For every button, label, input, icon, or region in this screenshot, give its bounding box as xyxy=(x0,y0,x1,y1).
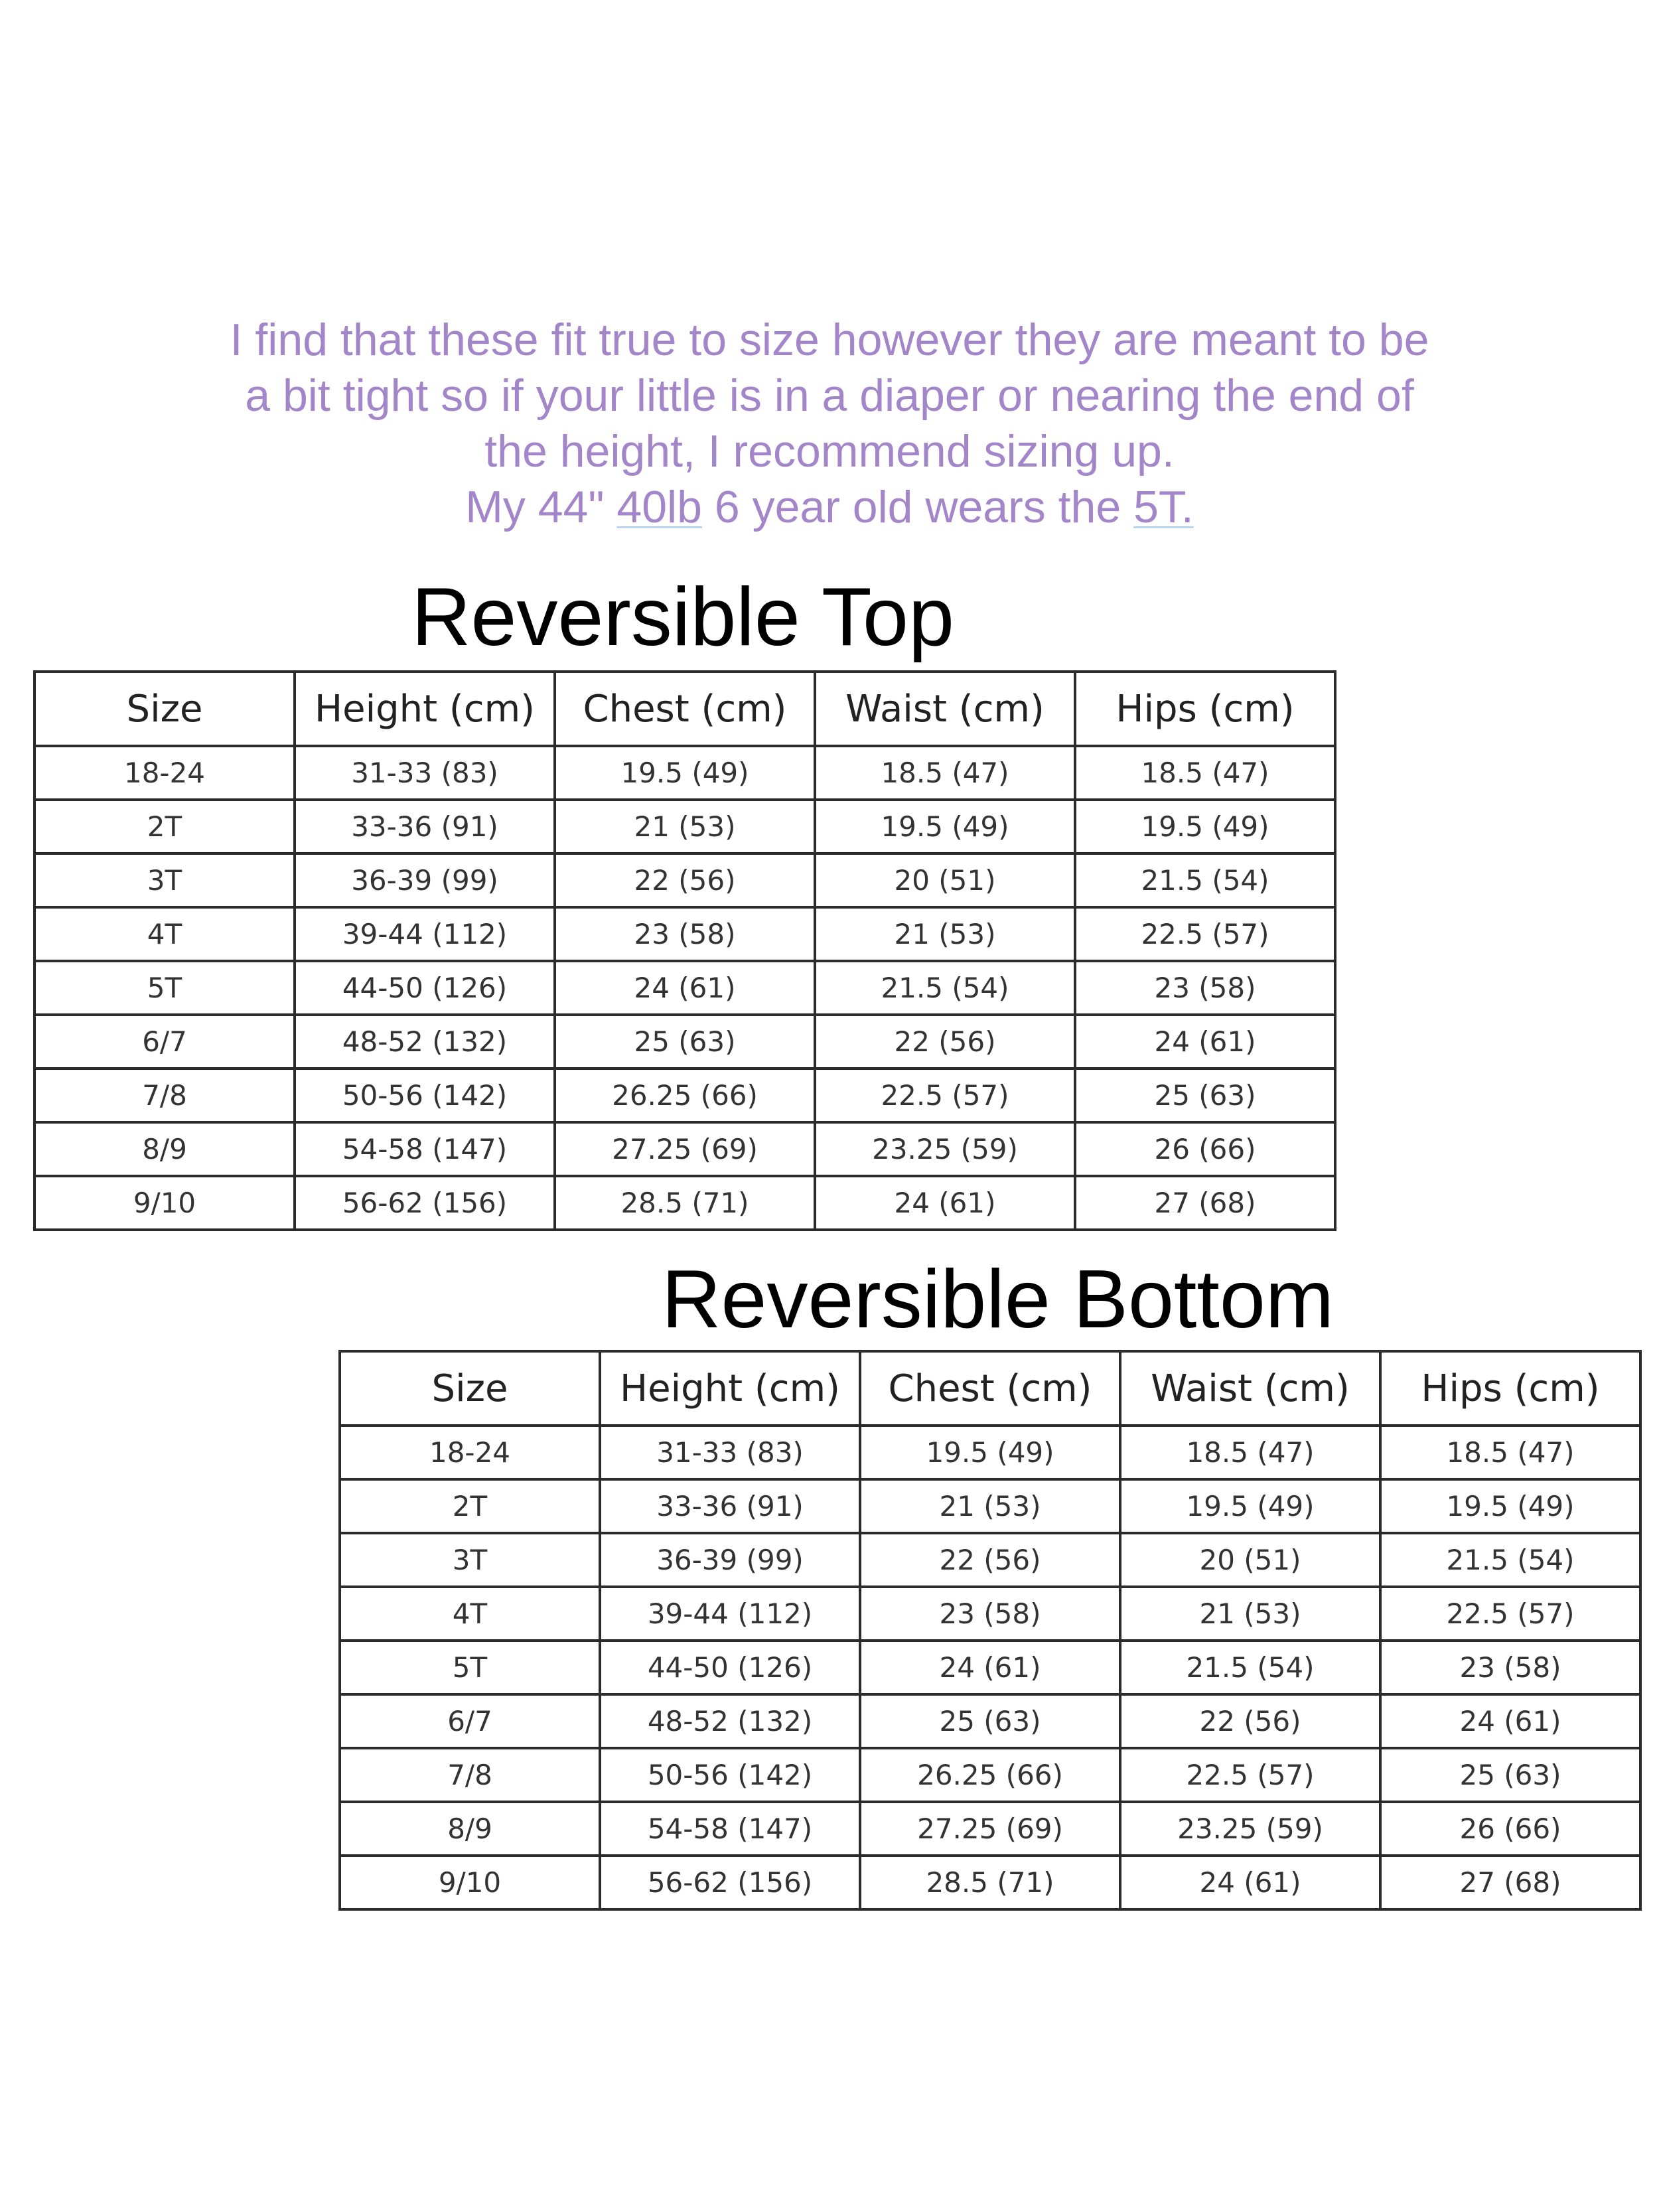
table-row xyxy=(35,746,1335,800)
table-header-row xyxy=(35,672,1335,746)
table-row xyxy=(35,800,1335,853)
column-header-size: Size xyxy=(340,1351,600,1426)
table-body xyxy=(35,746,1335,1230)
cell-height: 44-50 (126) xyxy=(295,961,555,1015)
cell-hips: 27 (68) xyxy=(1380,1856,1640,1909)
cell-hips: 18.5 (47) xyxy=(1075,746,1335,800)
column-header-chest: Chest (cm) xyxy=(860,1351,1120,1426)
table-row xyxy=(340,1426,1640,1479)
cell-waist: 24 (61) xyxy=(815,1176,1075,1230)
cell-waist: 20 (51) xyxy=(815,853,1075,907)
cell-waist: 22.5 (57) xyxy=(1120,1748,1380,1802)
cell-size: 8/9 xyxy=(35,1122,295,1176)
cell-height: 56-62 (156) xyxy=(600,1856,860,1909)
cell-hips: 18.5 (47) xyxy=(1380,1426,1640,1479)
cell-waist: 19.5 (49) xyxy=(1120,1479,1380,1533)
table-row xyxy=(35,1069,1335,1122)
reversible-top-title: Reversible Top xyxy=(411,571,954,663)
table-row xyxy=(35,853,1335,907)
sizing-note-line-4-prefix: My 44" xyxy=(465,482,617,532)
table-row xyxy=(35,1176,1335,1230)
cell-waist: 22 (56) xyxy=(815,1015,1075,1069)
cell-size: 2T xyxy=(340,1479,600,1533)
cell-waist: 21.5 (54) xyxy=(1120,1641,1380,1694)
cell-waist: 24 (61) xyxy=(1120,1856,1380,1909)
cell-size: 7/8 xyxy=(35,1069,295,1122)
cell-hips: 26 (66) xyxy=(1075,1122,1335,1176)
cell-hips: 21.5 (54) xyxy=(1380,1533,1640,1587)
cell-hips: 23 (58) xyxy=(1380,1641,1640,1694)
cell-size: 9/10 xyxy=(35,1176,295,1230)
cell-waist: 20 (51) xyxy=(1120,1533,1380,1587)
cell-chest: 24 (61) xyxy=(860,1641,1120,1694)
cell-size: 8/9 xyxy=(340,1802,600,1856)
cell-chest: 19.5 (49) xyxy=(860,1426,1120,1479)
cell-hips: 19.5 (49) xyxy=(1075,800,1335,853)
cell-chest: 25 (63) xyxy=(555,1015,815,1069)
cell-height: 33-36 (91) xyxy=(295,800,555,853)
cell-waist: 21.5 (54) xyxy=(815,961,1075,1015)
cell-chest: 23 (58) xyxy=(860,1587,1120,1641)
sizing-note-line-4 xyxy=(100,479,1559,535)
weight-link[interactable]: 40lb xyxy=(616,482,702,532)
cell-size: 7/8 xyxy=(340,1748,600,1802)
cell-chest: 23 (58) xyxy=(555,907,815,961)
cell-size: 3T xyxy=(35,853,295,907)
cell-height: 39-44 (112) xyxy=(295,907,555,961)
cell-waist: 18.5 (47) xyxy=(1120,1426,1380,1479)
cell-size: 6/7 xyxy=(340,1694,600,1748)
reversible-top-size-table xyxy=(33,670,1336,1231)
cell-waist: 22.5 (57) xyxy=(815,1069,1075,1122)
cell-size: 18-24 xyxy=(340,1426,600,1479)
table-row xyxy=(340,1479,1640,1533)
column-header-size: Size xyxy=(35,672,295,746)
column-header-hips: Hips (cm) xyxy=(1075,672,1335,746)
table-row xyxy=(340,1533,1640,1587)
cell-height: 48-52 (132) xyxy=(600,1694,860,1748)
table-row xyxy=(340,1748,1640,1802)
cell-size: 18-24 xyxy=(35,746,295,800)
sizing-note-line-4-middle: 6 year old wears the xyxy=(701,482,1134,532)
cell-height: 36-39 (99) xyxy=(295,853,555,907)
cell-height: 36-39 (99) xyxy=(600,1533,860,1587)
cell-chest: 22 (56) xyxy=(860,1533,1120,1587)
table-row xyxy=(35,1015,1335,1069)
cell-size: 6/7 xyxy=(35,1015,295,1069)
cell-hips: 25 (63) xyxy=(1075,1069,1335,1122)
cell-chest: 27.25 (69) xyxy=(555,1122,815,1176)
cell-height: 31-33 (83) xyxy=(295,746,555,800)
cell-height: 33-36 (91) xyxy=(600,1479,860,1533)
cell-size: 5T xyxy=(340,1641,600,1694)
cell-hips: 19.5 (49) xyxy=(1380,1479,1640,1533)
cell-hips: 24 (61) xyxy=(1075,1015,1335,1069)
cell-chest: 28.5 (71) xyxy=(555,1176,815,1230)
table-header-row xyxy=(340,1351,1640,1426)
table-row xyxy=(340,1802,1640,1856)
cell-size: 9/10 xyxy=(340,1856,600,1909)
cell-hips: 23 (58) xyxy=(1075,961,1335,1015)
cell-chest: 21 (53) xyxy=(555,800,815,853)
column-header-height: Height (cm) xyxy=(600,1351,860,1426)
cell-hips: 22.5 (57) xyxy=(1075,907,1335,961)
cell-chest: 26.25 (66) xyxy=(860,1748,1120,1802)
cell-chest: 27.25 (69) xyxy=(860,1802,1120,1856)
cell-waist: 21 (53) xyxy=(1120,1587,1380,1641)
cell-height: 50-56 (142) xyxy=(295,1069,555,1122)
cell-waist: 22 (56) xyxy=(1120,1694,1380,1748)
cell-hips: 26 (66) xyxy=(1380,1802,1640,1856)
table-row xyxy=(340,1694,1640,1748)
cell-height: 31-33 (83) xyxy=(600,1426,860,1479)
cell-hips: 27 (68) xyxy=(1075,1176,1335,1230)
cell-height: 54-58 (147) xyxy=(600,1802,860,1856)
reversible-bottom-size-table xyxy=(338,1350,1642,1911)
table-row xyxy=(340,1641,1640,1694)
table-row xyxy=(340,1587,1640,1641)
cell-chest: 22 (56) xyxy=(555,853,815,907)
sizing-note-line-3: the height, I recommend sizing up. xyxy=(484,426,1175,477)
cell-waist: 18.5 (47) xyxy=(815,746,1075,800)
cell-height: 48-52 (132) xyxy=(295,1015,555,1069)
cell-size: 4T xyxy=(35,907,295,961)
cell-hips: 21.5 (54) xyxy=(1075,853,1335,907)
table-row xyxy=(340,1856,1640,1909)
cell-height: 54-58 (147) xyxy=(295,1122,555,1176)
table-body xyxy=(340,1426,1640,1909)
cell-chest: 26.25 (66) xyxy=(555,1069,815,1122)
table-row xyxy=(35,907,1335,961)
size-5t-link[interactable]: 5T. xyxy=(1133,482,1194,532)
cell-chest: 24 (61) xyxy=(555,961,815,1015)
cell-height: 44-50 (126) xyxy=(600,1641,860,1694)
column-header-hips: Hips (cm) xyxy=(1380,1351,1640,1426)
cell-size: 4T xyxy=(340,1587,600,1641)
column-header-waist: Waist (cm) xyxy=(815,672,1075,746)
sizing-note-line-2: a bit tight so if your little is in a diaper or nearing the end of xyxy=(245,370,1414,421)
cell-size: 5T xyxy=(35,961,295,1015)
column-header-waist: Waist (cm) xyxy=(1120,1351,1380,1426)
table-row xyxy=(35,961,1335,1015)
column-header-chest: Chest (cm) xyxy=(555,672,815,746)
cell-size: 2T xyxy=(35,800,295,853)
cell-waist: 23.25 (59) xyxy=(815,1122,1075,1176)
cell-height: 50-56 (142) xyxy=(600,1748,860,1802)
cell-height: 39-44 (112) xyxy=(600,1587,860,1641)
reversible-bottom-title: Reversible Bottom xyxy=(662,1254,1334,1345)
cell-chest: 28.5 (71) xyxy=(860,1856,1120,1909)
cell-height: 56-62 (156) xyxy=(295,1176,555,1230)
cell-chest: 21 (53) xyxy=(860,1479,1120,1533)
cell-waist: 23.25 (59) xyxy=(1120,1802,1380,1856)
cell-chest: 25 (63) xyxy=(860,1694,1120,1748)
cell-chest: 19.5 (49) xyxy=(555,746,815,800)
cell-size: 3T xyxy=(340,1533,600,1587)
column-header-height: Height (cm) xyxy=(295,672,555,746)
cell-hips: 22.5 (57) xyxy=(1380,1587,1640,1641)
table-row xyxy=(35,1122,1335,1176)
cell-hips: 25 (63) xyxy=(1380,1748,1640,1802)
cell-hips: 24 (61) xyxy=(1380,1694,1640,1748)
cell-waist: 21 (53) xyxy=(815,907,1075,961)
sizing-note xyxy=(100,312,1559,535)
sizing-note-line-1: I find that these fit true to size however they are meant to be xyxy=(230,315,1429,365)
cell-waist: 19.5 (49) xyxy=(815,800,1075,853)
